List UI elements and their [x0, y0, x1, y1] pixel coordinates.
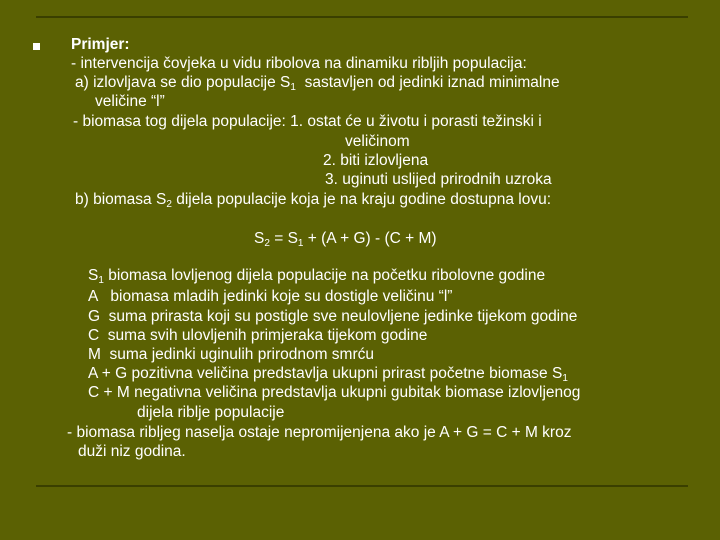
square-bullet-icon [33, 43, 40, 50]
text-line: veličine “l” [95, 93, 165, 110]
definition-line: M suma jedinki uginulih prirodnom smrću [88, 346, 375, 363]
text-line: - biomasa tog dijela populacije: 1. ostat će u životu i porasti težinski i [73, 113, 542, 130]
text-line: a) izlovljava se dio populacije $S_1$ sastavljen od jedinki iznad minimalne [75, 74, 560, 93]
definition-line: A biomasa mladih jedinki koje su dostigle veličinu “l” [88, 288, 453, 305]
text-line: - intervencija čovjeka u vidu ribolova na dinamiku ribljih populacija: [71, 55, 527, 72]
definition-line: dijela riblje populacije [137, 404, 285, 421]
text-line: b) biomasa $S_2$ dijela populacije koja je na kraju godine dostupna lovu: [75, 191, 552, 210]
text-line: 2. biti izlovljena [323, 152, 429, 169]
definition-line: A + G pozitivna veličina predstavlja ukupni prirast početne biomase $S_1$ [88, 365, 568, 384]
text-line: 3. uginuti uslijed prirodnih uzroka [325, 171, 552, 188]
conclusion-line: duži niz godina. [78, 443, 186, 460]
text-line: veličinom [345, 133, 410, 150]
top-rule [36, 16, 688, 18]
definition-line: C suma svih ulovljenih primjeraka tijekom godine [88, 327, 428, 344]
slide-title: Primjer: [71, 36, 130, 53]
definition-line: C + M negativna veličina predstavlja ukupni gubitak biomase izlovljenog [88, 384, 581, 401]
conclusion-line: - biomasa ribljeg naselja ostaje nepromijenjena ako je A + G = C + M kroz [67, 424, 572, 441]
definition-line: $S_1$ biomasa lovljenog dijela populacije na početku ribolovne godine [88, 267, 546, 286]
bottom-rule [36, 485, 688, 487]
definition-line: G suma prirasta koji su postigle sve neulovljene jedinke tijekom godine [88, 308, 578, 325]
biomass-formula: $S_2 = S_1 + (A + G) - (C + M)$ [254, 230, 437, 249]
